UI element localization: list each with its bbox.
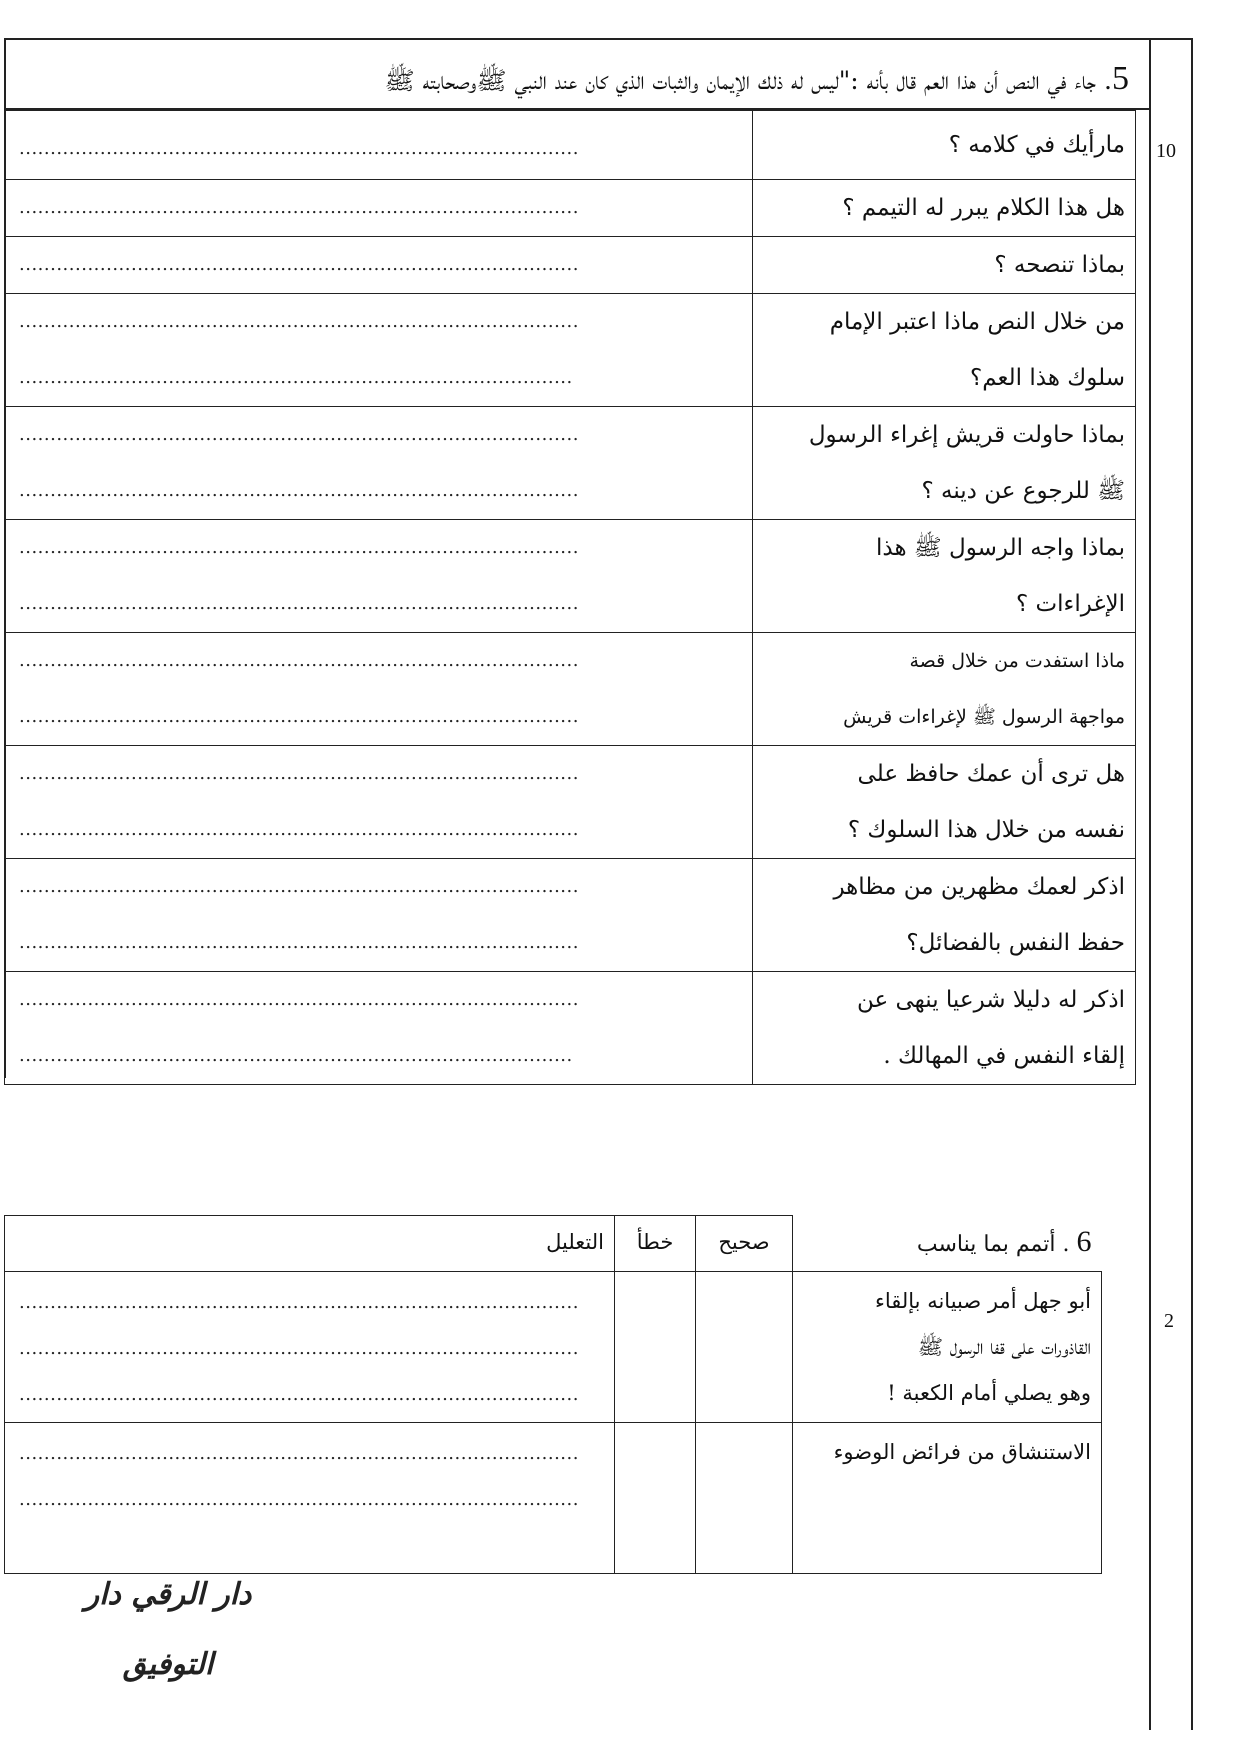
answer-cell[interactable]: .......................................................................................... — [5, 180, 753, 237]
q5-table — [4, 110, 1136, 1085]
reason-answer-cell[interactable]: .......................................................................................... .......................................................................................... — [5, 1422, 615, 1573]
table-row — [5, 746, 1136, 859]
table-row — [5, 633, 1136, 746]
question-cell: هل ترى أن عمك حافظ على نفسه من خلال هذا السلوك ؟ — [753, 746, 1136, 859]
frame-line-mid — [1149, 38, 1151, 1730]
reason-answer-cell[interactable]: .......................................................................................... .......................................................................................... .......................................................................................... — [5, 1271, 615, 1422]
table-row — [5, 111, 1136, 180]
table-row — [5, 972, 1136, 1085]
answer-cell[interactable]: .......................................................................................... .......................................................................................... — [5, 407, 753, 520]
q5-title-text: . جاء في النص أن هذا العم قال بأنه :"ليس له ذلك الإيمان والثبات الذي كان عند النبي ﷺوصحابته ﷺ — [384, 66, 1112, 95]
frame-line-top — [4, 38, 1192, 40]
table-row — [5, 520, 1136, 633]
answer-cell[interactable]: .......................................................................................... — [5, 237, 753, 294]
table-row — [5, 180, 1136, 237]
false-checkbox-cell[interactable] — [615, 1422, 696, 1573]
q5-number: 5 — [1112, 60, 1129, 97]
answer-cell[interactable]: .......................................................................................... .......................................................................................... — [5, 633, 753, 746]
table-row — [5, 1422, 1102, 1573]
answer-cell[interactable]: .......................................................................................... ......................................................................................... — [5, 972, 753, 1085]
answer-cell[interactable]: .......................................................................................... — [5, 111, 753, 180]
question-cell: بماذا تنصحه ؟ — [753, 237, 1136, 294]
false-checkbox-cell[interactable] — [615, 1271, 696, 1422]
q6-title: 6 . أتمم بما يناسب — [793, 1216, 1102, 1272]
question-cell: اذكر لعمك مظهرين من مظاهر حفظ النفس بالفضائل؟ — [753, 859, 1136, 972]
answer-cell[interactable]: .......................................................................................... .......................................................................................... — [5, 859, 753, 972]
question-cell: مارأيك في كلامه ؟ — [753, 111, 1136, 180]
table-row — [5, 859, 1136, 972]
table-row — [5, 294, 1136, 407]
statement-cell: الاستنشاق من فرائض الوضوء — [793, 1422, 1102, 1573]
frame-line-right — [1191, 38, 1193, 1730]
question-cell: من خلال النص ماذا اعتبر الإمام سلوك هذا العم؟ — [753, 294, 1136, 407]
calligraphy-stamp-logo: دار الرقي دار التوفيق — [84, 1577, 252, 1682]
q6-table — [4, 1215, 1102, 1574]
true-checkbox-cell[interactable] — [696, 1271, 793, 1422]
table-row — [5, 407, 1136, 520]
question-cell: اذكر له دليلا شرعيا ينهى عن إلقاء النفس في المهالك . — [753, 972, 1136, 1085]
question-cell: هل هذا الكلام يبرر له التيمم ؟ — [753, 180, 1136, 237]
q5-score: 10 — [1156, 140, 1176, 162]
true-checkbox-cell[interactable] — [696, 1422, 793, 1573]
question-cell: بماذا واجه الرسول ﷺ هذا الإغراءات ؟ — [753, 520, 1136, 633]
col-reason-header: التعليل — [5, 1216, 615, 1272]
statement-cell: أبو جهل أمر صبيانه بإلقاء القاذورات على قفا الرسول ﷺ وهو يصلي أمام الكعبة ! — [793, 1271, 1102, 1422]
answer-cell[interactable]: .......................................................................................... .......................................................................................... — [5, 746, 753, 859]
table-header-row — [5, 1216, 1102, 1272]
question-cell: بماذا حاولت قريش إغراء الرسول ﷺ للرجوع عن دينه ؟ — [753, 407, 1136, 520]
table-row — [5, 237, 1136, 294]
col-true-header: صحيح — [696, 1216, 793, 1272]
answer-cell[interactable]: .......................................................................................... ......................................................................................... — [5, 294, 753, 407]
col-false-header: خطأ — [615, 1216, 696, 1272]
q6-score: 2 — [1164, 1310, 1174, 1332]
table-row — [5, 1271, 1102, 1422]
q5-title — [4, 50, 1141, 108]
question-cell: ماذا استفدت من خلال قصة مواجهة الرسول ﷺ لإغراءات قريش — [753, 633, 1136, 746]
answer-cell[interactable]: .......................................................................................... .......................................................................................... — [5, 520, 753, 633]
